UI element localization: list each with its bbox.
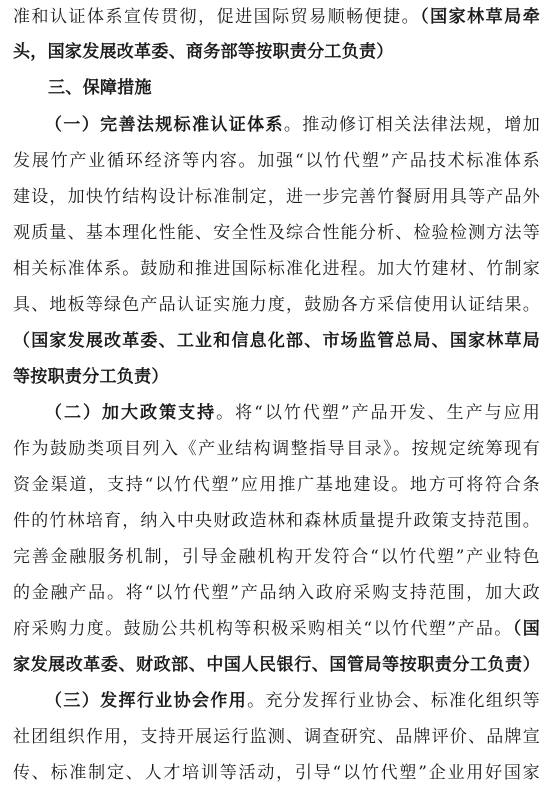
section-heading (48, 73, 152, 103)
text-line-2 (13, 37, 394, 67)
text-segment: （国家林草局牵 (420, 7, 540, 27)
text-segment: 。推动修订相关法律法规，增加 (283, 115, 541, 135)
text-segment: 建设，加快竹结构设计标准制定，进一步完善竹餐厨用具等产品外 (13, 187, 540, 207)
text-line-14 (13, 470, 540, 500)
text-segment: （国 (512, 619, 540, 639)
text-segment: 准和认证体系宣传贯彻，促进国际贸易顺畅便捷。 (13, 7, 421, 27)
text-line-5 (13, 146, 540, 176)
text-segment: 具、地板等绿色产品认证实施力度，鼓励各方采信使用认证结果。 (13, 295, 540, 315)
text-segment: 相关标准体系。鼓励和推进国际标准化进程。加大竹建材、竹制家 (13, 259, 540, 279)
text-segment: 。充分发挥行业协会、标准化组织等 (247, 691, 540, 711)
text-line-6 (13, 182, 540, 212)
text-segment: 发展竹产业循环经济等内容。加强“以竹代塑”产品技术标准体系 (13, 151, 540, 171)
text-line-19 (13, 650, 540, 680)
text-line-13 (13, 434, 540, 464)
text-line-10 (13, 326, 540, 356)
text-segment: 作为鼓励类项目列入《产业结构调整指导目录》。按规定统筹现有 (13, 439, 540, 459)
subheading-3: （三）发挥行业协会作用 (45, 691, 248, 711)
text-line-9 (13, 290, 540, 320)
text-line-11 (13, 362, 169, 392)
text-line-22 (13, 758, 540, 788)
text-segment: 等按职责分工负责） (13, 367, 169, 387)
text-segment: （国家发展改革委、工业和信息化部、市场监管总局、国家林草局 (13, 331, 540, 351)
text-line-1 (13, 2, 540, 32)
text-segment: 的金融产品。将“以竹代塑”产品纳入政府采购支持范围，加大政 (13, 583, 540, 603)
text-segment: 三、保障措施 (48, 78, 152, 98)
paragraph-2-line-1 (45, 398, 540, 428)
text-line-21 (13, 722, 540, 752)
text-line-15 (13, 506, 540, 536)
text-segment: 头，国家发展改革委、商务部等按职责分工负责） (13, 42, 394, 62)
text-segment: 资金渠道，支持“以竹代塑”应用推广基地建设。地方可将符合条 (13, 475, 540, 495)
text-segment: 府采购力度。鼓励公共机构等积极采购相关“以竹代塑”产品。 (13, 619, 513, 639)
paragraph-3-line-1 (45, 686, 540, 716)
text-line-17 (13, 578, 540, 608)
text-line-7 (13, 218, 540, 248)
subheading-2: （二）加大政策支持 (45, 403, 217, 423)
text-line-16 (13, 542, 540, 572)
text-segment: 件的竹林培育，纳入中央财政造林和森林质量提升政策支持范围。 (13, 511, 540, 531)
text-line-8 (13, 254, 540, 284)
text-segment: 家发展改革委、财政部、中国人民银行、国管局等按职责分工负责） (13, 655, 540, 675)
text-segment: 传、标准制定、人才培训等活动，引导“以竹代塑”企业用好国家 (13, 763, 540, 783)
subheading-1: （一）完善法规标准认证体系 (45, 115, 284, 135)
text-line-18 (13, 614, 540, 644)
text-segment: 完善金融服务机制，引导金融机构开发符合“以竹代塑”产业特色 (13, 547, 540, 567)
text-segment: 观质量、基本理化性能、安全性及综合性能分析、检验检测方法等 (13, 223, 540, 243)
paragraph-1-line-1 (45, 110, 540, 140)
text-segment: 。将“以竹代塑”产品开发、生产与应用 (216, 403, 540, 423)
text-segment: 社团组织作用，支持开展运行监测、调查研究、品牌评价、品牌宣 (13, 727, 540, 747)
